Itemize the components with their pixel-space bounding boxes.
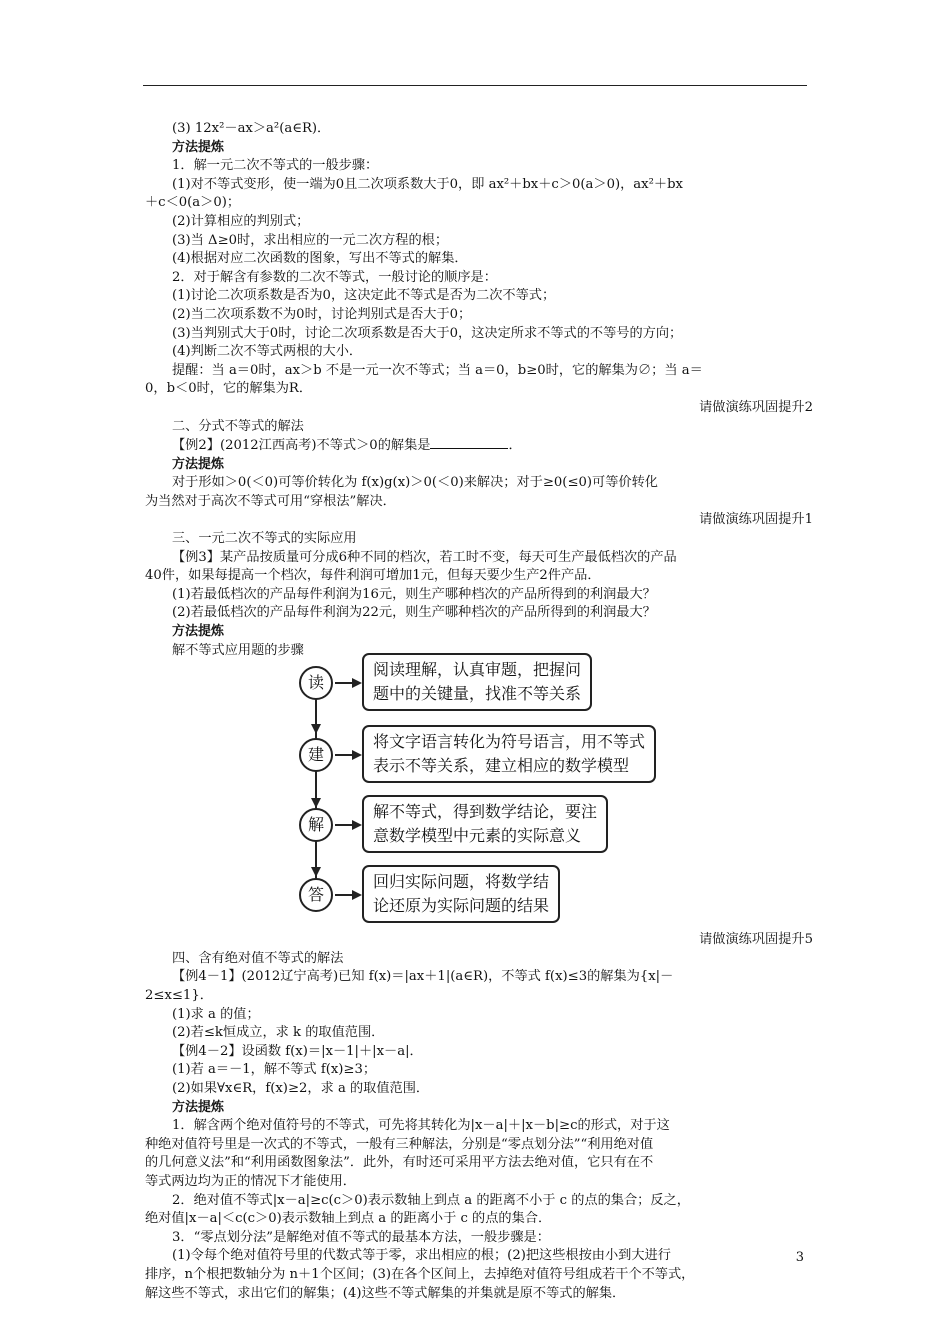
section-heading: 二、分式不等式的解法 xyxy=(172,418,304,434)
step-solve-circle: 解 xyxy=(299,808,333,842)
text-line: (1)讨论二次项系数是否为0，这决定此不等式是否为二次不等式； xyxy=(172,288,556,304)
example-line: 【例4－1】(2012辽宁高考)已知 f(x)＝|ax＋1|(a∈R)，不等式 f(x)≤3的解集为{x|－ xyxy=(172,969,674,985)
text-line: 为当然对于高次不等式可用“穿根法”解决． xyxy=(145,493,396,509)
step-solve-box xyxy=(362,795,608,853)
page-number: 3 xyxy=(795,1250,804,1265)
example-line: 【例4－2】设函数 f(x)＝|x－1|＋|x－a|． xyxy=(172,1043,423,1059)
question-line: (2)若≤k恒成立，求 k 的取值范围． xyxy=(172,1025,385,1041)
method-heading: 方法提炼 xyxy=(172,139,225,155)
example-end: ． xyxy=(508,438,522,454)
example-line: 【例3】某产品按质量可分成6种不同的档次，若工时不变，每天可生产最低档次的产品 xyxy=(172,549,677,565)
step-text: 阅读理解，认真审题，把握问 xyxy=(373,660,582,680)
text-line: 40件，如果每提高一个档次，每件利润可增加1元，但每天要少生产2件产品． xyxy=(145,568,601,584)
method-heading: 方法提炼 xyxy=(172,456,225,472)
question-line: (1)若最低档次的产品每件利润为16元，则生产哪种档次的产品所得到的利润最大？ xyxy=(172,586,656,602)
practice-note: 请做演练巩固提升1 xyxy=(699,512,813,528)
method-heading: 方法提炼 xyxy=(172,624,225,640)
text-line: 3．“零点划分法”是解绝对值不等式的最基本方法，一般步骤是： xyxy=(172,1229,550,1245)
text-line: (2)计算相应的判别式； xyxy=(172,213,310,229)
step-text: 解不等式，得到数学结论，要注 xyxy=(373,802,598,822)
step-read-box xyxy=(362,653,592,711)
step-text: 将文字语言转化为符号语言，用不等式 xyxy=(373,732,646,752)
text-line: 解不等式应用题的步骤 xyxy=(172,642,304,658)
section-heading: 三、一元二次不等式的实际应用 xyxy=(172,531,357,547)
step-answer-circle: 答 xyxy=(299,878,333,912)
steps-flowchart xyxy=(145,660,813,931)
page-content xyxy=(145,120,813,1303)
text-line: (4)判断二次不等式两根的大小． xyxy=(172,344,363,360)
text-line: 排序，n个根把数轴分为 n＋1个区间；(3)在各个区间上，去掉绝对值符号组成若干个不等式， xyxy=(145,1266,695,1282)
answer-blank xyxy=(430,436,508,449)
text-line: 2．对于解含有参数的二次不等式，一般讨论的顺序是： xyxy=(172,269,497,285)
text-line: 提醒：当 a＝0时，ax＞b 不是一元一次不等式；当 a＝0，b≥0时，它的解集为∅；当 a＝ xyxy=(172,362,703,378)
text-line: 1．解含两个绝对值符号的不等式，可先将其转化为|x－a|＋|x－b|≥c的形式，对于这 xyxy=(172,1118,670,1134)
text-line: 的几何意义法”和“利用函数图象法”．此外，有时还可采用平方法去绝对值，它只有在不 xyxy=(145,1155,654,1171)
step-text: 表示不等关系，建立相应的数学模型 xyxy=(373,756,630,776)
step-read-circle: 读 xyxy=(299,666,333,700)
question-line: (1)求 a 的值； xyxy=(172,1006,260,1022)
text-line: 解这些不等式，求出它们的解集；(4)这些不等式解集的并集就是原不等式的解集． xyxy=(145,1285,626,1301)
text-line: ＋c＜0(a＞0)； xyxy=(145,195,241,211)
step-text: 回归实际问题，将数学结 xyxy=(373,872,550,892)
text-line: (4)根据对应二次函数的图象，写出不等式的解集． xyxy=(172,251,468,267)
method-heading: 方法提炼 xyxy=(172,1099,225,1115)
practice-note: 请做演练巩固提升2 xyxy=(699,399,813,415)
question-line: (2)若最低档次的产品每件利润为22元，则生产哪种档次的产品所得到的利润最大？ xyxy=(172,605,656,621)
text-line: 等式两边均为正的情况下才能使用． xyxy=(145,1173,356,1189)
text-line: 对于形如＞0(＜0)可等价转化为 f(x)g(x)＞0(＜0)来解决；对于≥0(≤0)可等价转化 xyxy=(172,475,658,491)
step-answer-box xyxy=(362,865,560,923)
header-rule xyxy=(143,85,807,86)
text-line: 2≤x≤1}． xyxy=(145,988,213,1003)
question-line: (1)若 a＝－1，解不等式 f(x)≥3； xyxy=(172,1062,377,1078)
text-line: 0，b＜0时，它的解集为R． xyxy=(145,381,313,397)
text-line: (1)令每个绝对值符号里的代数式等于零，求出相应的根；(2)把这些根按由小到大进行 xyxy=(172,1248,671,1264)
text-line: 绝对值|x－a|＜c(c＞0)表示数轴上到点 a 的距离小于 c 的点的集合． xyxy=(145,1211,552,1227)
practice-note: 请做演练巩固提升5 xyxy=(699,932,813,948)
text-line: (1)对不等式变形，使一端为0且二次项系数大于0，即 ax²＋bx＋c＞0(a＞0)，ax²＋bx xyxy=(172,176,683,192)
step-text: 论还原为实际问题的结果 xyxy=(373,896,550,916)
text-line: (2)当二次项系数不为0时，讨论判别式是否大于0； xyxy=(172,306,472,322)
example-line xyxy=(145,436,813,456)
section-heading: 四、含有绝对值不等式的解法 xyxy=(172,950,344,966)
text-line: (3) 12x²－ax＞a²(a∈R)． xyxy=(172,121,331,136)
text-line: 1．解一元二次不等式的一般步骤： xyxy=(172,158,379,174)
step-build-circle: 建 xyxy=(299,738,333,772)
text-line: (3)当判别式大于0时，讨论二次项系数是否大于0，这决定所求不等式的不等号的方向； xyxy=(172,325,683,341)
step-text: 意数学模型中元素的实际意义 xyxy=(373,826,582,846)
text-line: 2．绝对值不等式|x－a|≥c(c＞0)表示数轴上到点 a 的距离不小于 c 的点的集合；反之， xyxy=(172,1192,690,1208)
text-line: (3)当 Δ≥0时，求出相应的一元二次方程的根； xyxy=(172,232,449,248)
step-build-box xyxy=(362,725,656,783)
text-line: 种绝对值符号里是一次式的不等式，一般有三种解法，分别是“零点划分法”“利用绝对值 xyxy=(145,1136,654,1152)
question-line: (2)如果∀x∈R，f(x)≥2，求 a 的取值范围． xyxy=(172,1080,430,1096)
step-text: 题中的关键量，找准不等关系 xyxy=(373,684,582,704)
example-text: 【例2】(2012江西高考)不等式＞0的解集是 xyxy=(172,438,431,454)
